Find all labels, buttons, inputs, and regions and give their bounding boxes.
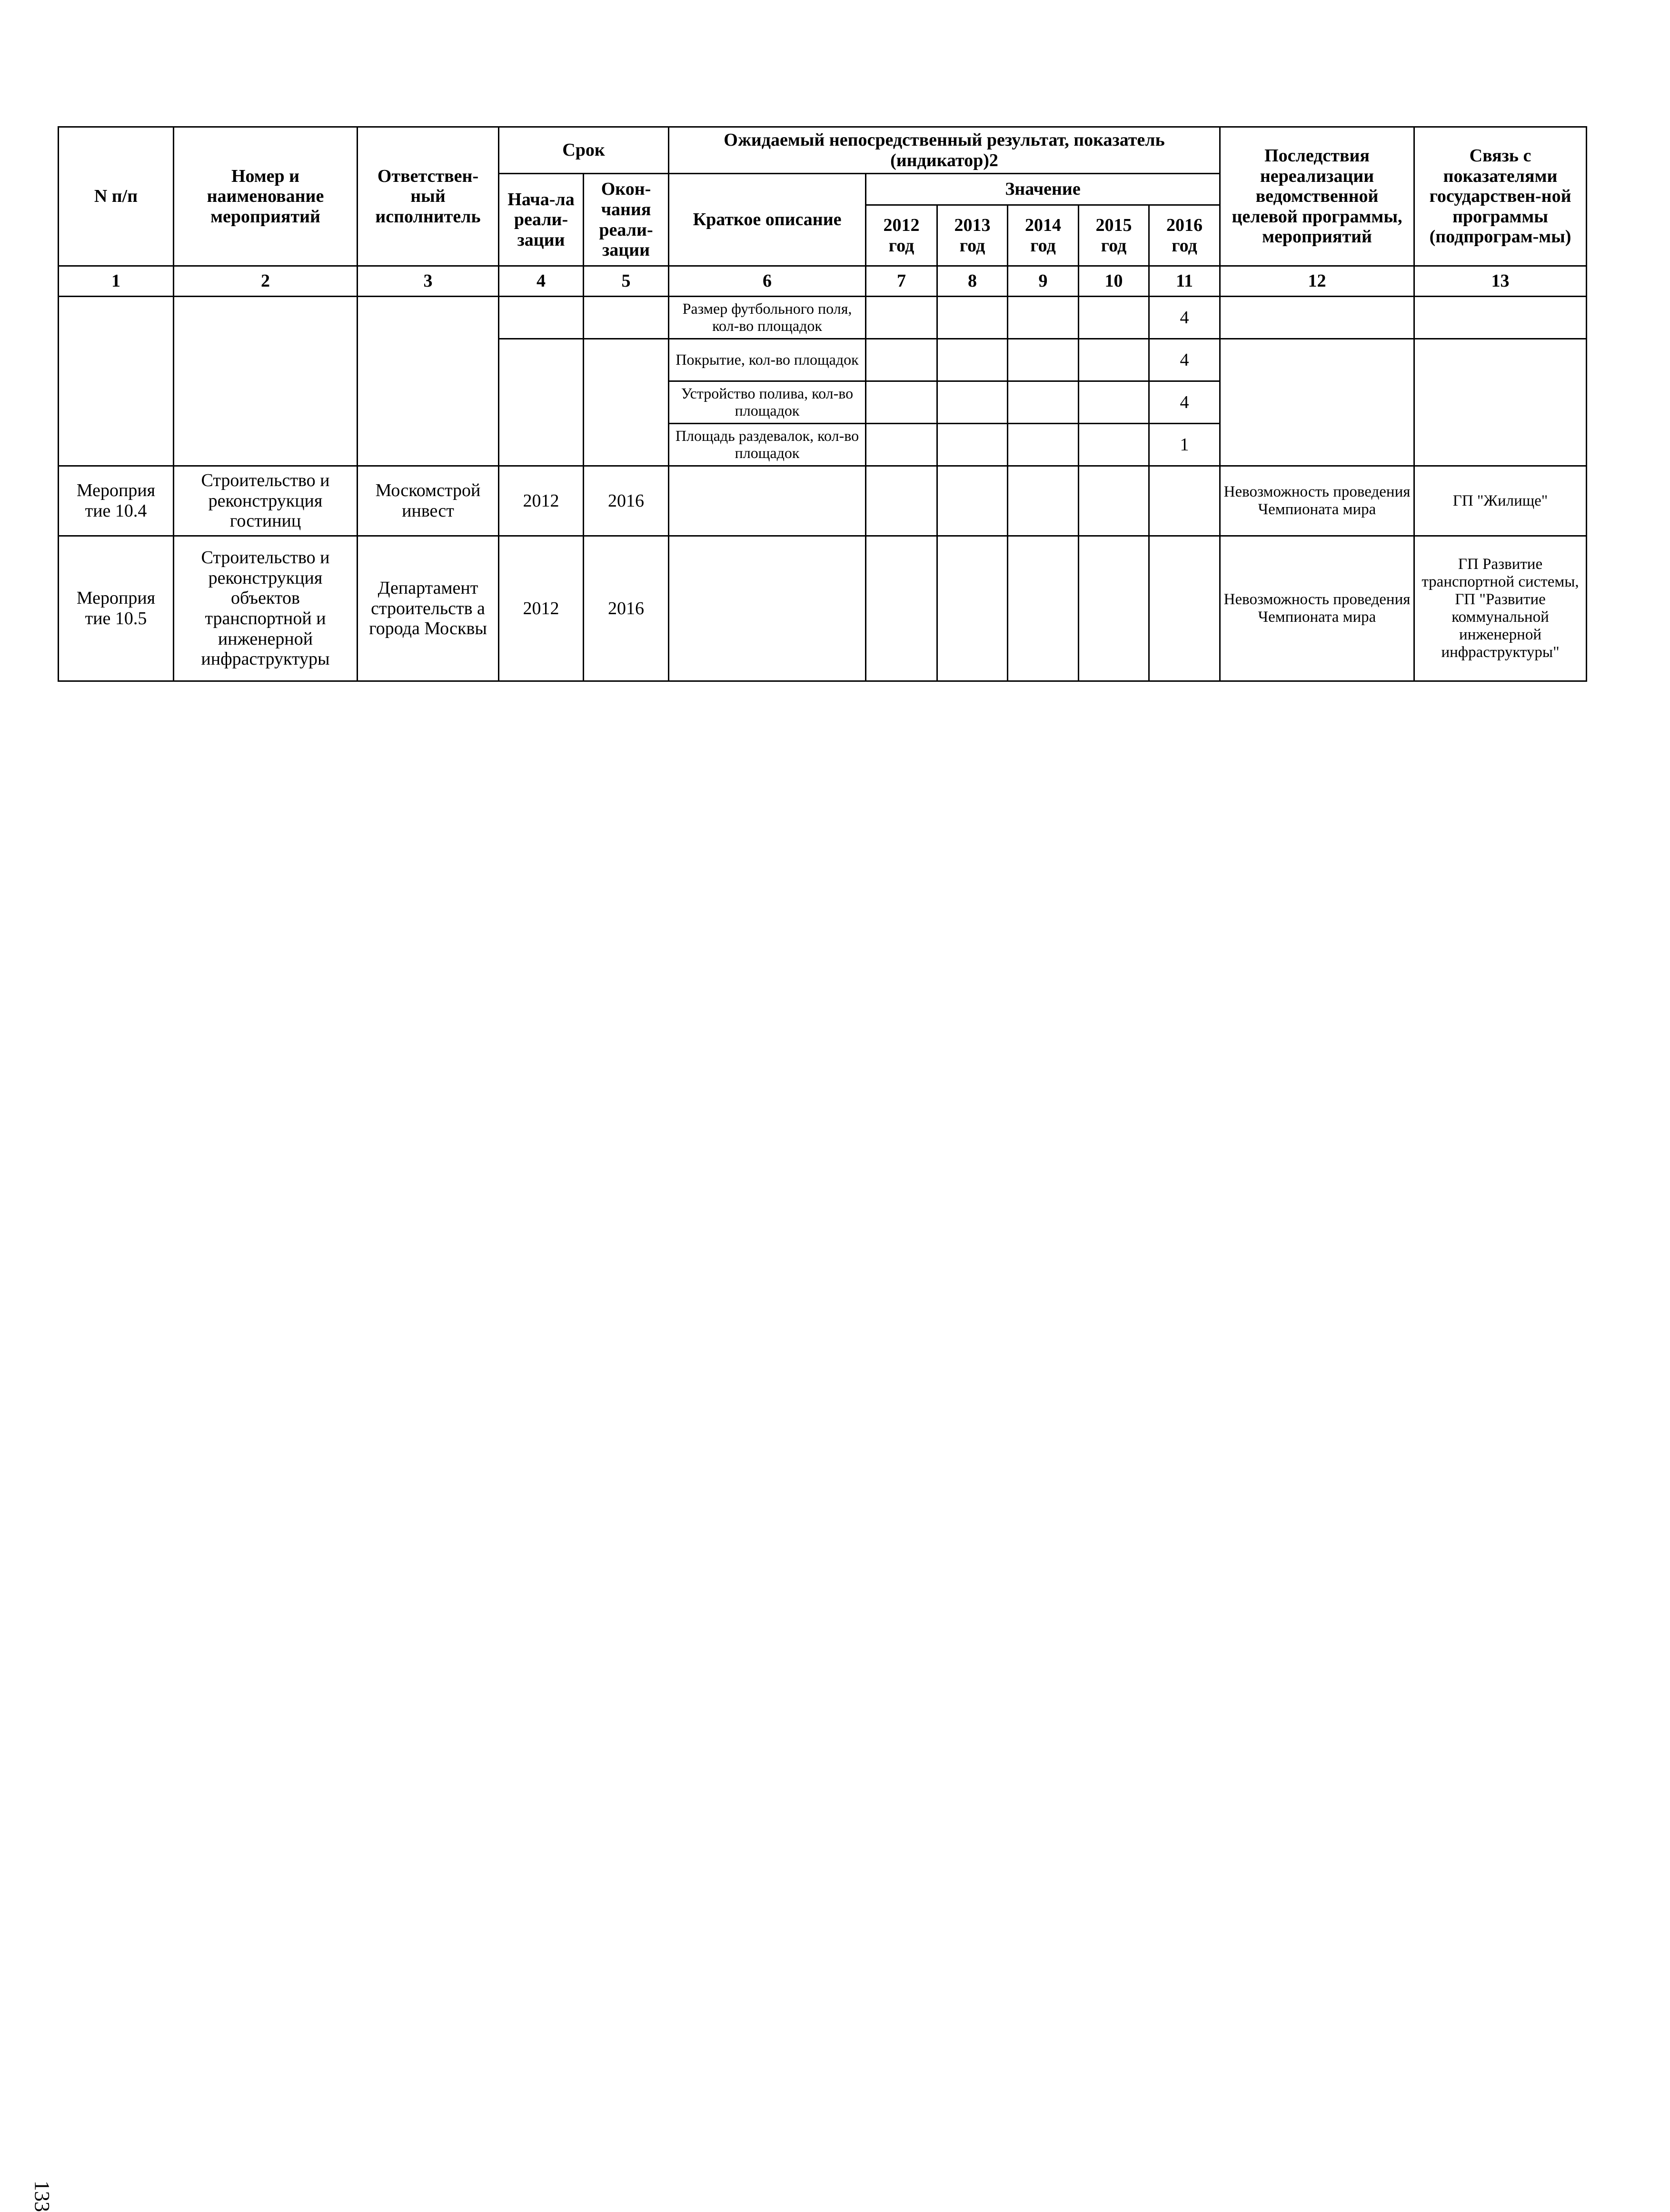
- header-year-2015: 2015 год: [1079, 205, 1149, 266]
- column-number: 4: [499, 266, 584, 297]
- activity-executor: Департамент строительств а города Москвы: [358, 536, 499, 681]
- activity-program-link: ГП Развитие транспортной системы, ГП "Развитие коммунальной инженерной инфраструктуры": [1414, 536, 1587, 681]
- empty-cell: [669, 466, 866, 536]
- activities-table: [58, 126, 1587, 682]
- empty-cell: [1079, 339, 1149, 381]
- header-short-description: Краткое описание: [669, 174, 866, 266]
- empty-cell: [937, 424, 1008, 466]
- empty-cell: [1414, 297, 1587, 339]
- empty-cell: [866, 536, 937, 681]
- activity-consequence: Невозможность проведения Чемпионата мира: [1220, 536, 1414, 681]
- header-year-2016: 2016 год: [1149, 205, 1220, 266]
- empty-cell: [866, 339, 937, 381]
- empty-cell: [937, 339, 1008, 381]
- activity-start-year: 2012: [499, 466, 584, 536]
- column-number: 1: [59, 266, 174, 297]
- empty-cell: [937, 381, 1008, 424]
- empty-cell: [358, 297, 499, 466]
- page-number: 133: [30, 2181, 54, 2212]
- activity-id: Мероприя тие 10.4: [59, 466, 174, 536]
- empty-cell: [937, 297, 1008, 339]
- empty-cell: [866, 424, 937, 466]
- indicator-value-2016: 4: [1149, 381, 1220, 424]
- empty-cell: [1079, 381, 1149, 424]
- column-number: 3: [358, 266, 499, 297]
- activity-name: Строительство и реконструкция объектов транспортной и инженерной инфраструктуры: [174, 536, 358, 681]
- empty-cell: [1220, 297, 1414, 339]
- header-program-link: Связь с показателями государствен-ной программы (подпрограм-мы): [1414, 127, 1587, 266]
- empty-cell: [1008, 424, 1079, 466]
- column-number: 6: [669, 266, 866, 297]
- header-end: Окон-чания реали-зации: [584, 174, 669, 266]
- header-number: N п/п: [59, 127, 174, 266]
- header-expected-result: Ожидаемый непосредственный результат, показатель (индикатор)2: [669, 127, 1220, 174]
- header-start: Нача-ла реали-зации: [499, 174, 584, 266]
- column-number: 11: [1149, 266, 1220, 297]
- column-number: 13: [1414, 266, 1587, 297]
- empty-cell: [1079, 466, 1149, 536]
- column-number: 12: [1220, 266, 1414, 297]
- indicator-description: Устройство полива, кол-во площадок: [669, 381, 866, 424]
- column-number: 7: [866, 266, 937, 297]
- activity-program-link: ГП "Жилище": [1414, 466, 1587, 536]
- empty-cell: [937, 466, 1008, 536]
- indicator-description: Покрытие, кол-во площадок: [669, 339, 866, 381]
- empty-cell: [174, 297, 358, 466]
- activity-end-year: 2016: [584, 466, 669, 536]
- header-activity-name: Номер и наименование мероприятий: [174, 127, 358, 266]
- empty-cell: [1149, 536, 1220, 681]
- empty-cell: [584, 297, 669, 339]
- empty-cell: [499, 297, 584, 339]
- activity-end-year: 2016: [584, 536, 669, 681]
- activity-name: Строительство и реконструкция гостиниц: [174, 466, 358, 536]
- activity-consequence: Невозможность проведения Чемпионата мира: [1220, 466, 1414, 536]
- empty-cell: [499, 339, 584, 466]
- empty-cell: [1008, 536, 1079, 681]
- column-number: 5: [584, 266, 669, 297]
- header-year-2012: 2012 год: [866, 205, 937, 266]
- empty-cell: [1079, 536, 1149, 681]
- header-year-2014: 2014 год: [1008, 205, 1079, 266]
- empty-cell: [1079, 424, 1149, 466]
- header-consequences: Последствия нереализации ведомственной целевой программы, мероприятий: [1220, 127, 1414, 266]
- header-value: Значение: [866, 174, 1220, 205]
- header-term: Срок: [499, 127, 669, 174]
- empty-cell: [1008, 297, 1079, 339]
- empty-cell: [1414, 339, 1587, 466]
- column-number: 8: [937, 266, 1008, 297]
- empty-cell: [866, 381, 937, 424]
- indicator-description: Площадь раздевалок, кол-во площадок: [669, 424, 866, 466]
- header-year-2013: 2013 год: [937, 205, 1008, 266]
- column-number: 9: [1008, 266, 1079, 297]
- indicator-value-2016: 4: [1149, 339, 1220, 381]
- empty-cell: [1008, 466, 1079, 536]
- empty-cell: [1079, 297, 1149, 339]
- activity-executor: Москомстрой инвест: [358, 466, 499, 536]
- empty-cell: [59, 297, 174, 466]
- empty-cell: [584, 339, 669, 466]
- header-executor: Ответствен-ный исполнитель: [358, 127, 499, 266]
- empty-cell: [1008, 381, 1079, 424]
- page-number-container: [30, 1090, 54, 2212]
- empty-cell: [1149, 466, 1220, 536]
- activity-start-year: 2012: [499, 536, 584, 681]
- empty-cell: [866, 466, 937, 536]
- indicator-value-2016: 4: [1149, 297, 1220, 339]
- indicator-value-2016: 1: [1149, 424, 1220, 466]
- empty-cell: [1008, 339, 1079, 381]
- empty-cell: [669, 536, 866, 681]
- activity-id: Мероприя тие 10.5: [59, 536, 174, 681]
- empty-cell: [937, 536, 1008, 681]
- column-number: 2: [174, 266, 358, 297]
- empty-cell: [866, 297, 937, 339]
- column-number: 10: [1079, 266, 1149, 297]
- indicator-description: Размер футбольного поля, кол-во площадок: [669, 297, 866, 339]
- empty-cell: [1220, 339, 1414, 466]
